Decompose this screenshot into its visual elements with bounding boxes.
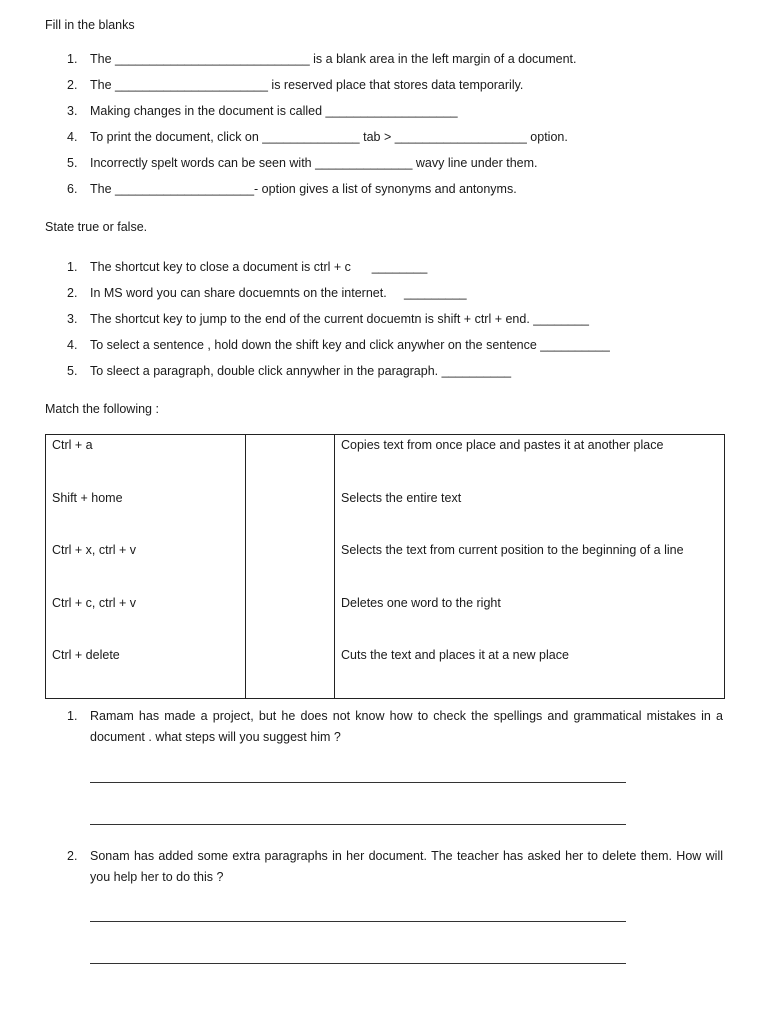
match-right-item: Selects the entire text [341,490,462,505]
answer-line[interactable] [90,824,626,825]
fill-blanks-heading: Fill in the blanks [45,18,135,32]
answer-line[interactable] [90,921,626,922]
answer-line[interactable] [90,963,626,964]
match-left-column [46,435,246,699]
match-right-column [335,435,725,699]
fill-blank-item: 4. To print the document, click on ______________ tab > ___________________ option. [67,130,568,144]
question-item: 1. Ramam has made a project, but he does not know how to check the spellings and grammatical mistakes in a document . what steps will you suggest him ? [67,706,723,748]
match-right-item: Selects the text from current position to the beginning of a line [341,543,684,558]
true-false-item: 1. The shortcut key to close a document is ctrl + c ________ [67,260,428,274]
match-left-item: Shift + home [52,490,123,505]
match-left-item: Ctrl + delete [52,648,120,663]
true-false-item: 2. In MS word you can share docuemnts on the internet. _________ [67,286,467,300]
match-left-item: Ctrl + c, ctrl + v [52,595,137,610]
fill-blank-item: 1. The ____________________________ is a blank area in the left margin of a document. [67,52,577,66]
fill-blank-item: 3. Making changes in the document is called ___________________ [67,104,458,118]
match-right-item: Copies text from once place and pastes it at another place [341,438,664,452]
fill-blank-item: 5. Incorrectly spelt words can be seen with ______________ wavy line under them. [67,156,538,170]
true-false-item: 3. The shortcut key to jump to the end of the current docuemtn is shift + ctrl + end. ________ [67,312,589,326]
question-text: Ramam has made a project, but he does not know how to check the spellings and grammatical mistakes in a document . what steps will you suggest him ? [90,709,723,744]
fill-blank-item: 2. The ______________________ is reserved place that stores data temporarily. [67,78,524,92]
match-left-item: Ctrl + a [52,438,93,452]
question-text: Sonam has added some extra paragraphs in her document. The teacher has asked her to delete them. How will you help her to do this ? [90,849,723,884]
true-false-item: 5. To sleect a paragraph, double click annywher in the paragraph. __________ [67,364,512,378]
fill-blank-item: 6. The ____________________- option gives a list of synonyms and antonyms. [67,182,517,196]
match-table [45,434,725,699]
match-blank-column [246,435,335,699]
true-false-heading: State true or false. [45,220,148,234]
match-right-item: Deletes one word to the right [341,595,501,610]
true-false-item: 4. To select a sentence , hold down the shift key and click anywher on the sentence __________ [67,338,610,352]
answer-line[interactable] [90,782,626,783]
match-right-item: Cuts the text and places it at a new place [341,648,569,663]
match-left-item: Ctrl + x, ctrl + v [52,543,137,558]
match-heading: Match the following : [45,402,159,416]
question-item: 2. Sonam has added some extra paragraphs in her document. The teacher has asked her to delete them. How will you help her to do this ? [67,846,723,888]
